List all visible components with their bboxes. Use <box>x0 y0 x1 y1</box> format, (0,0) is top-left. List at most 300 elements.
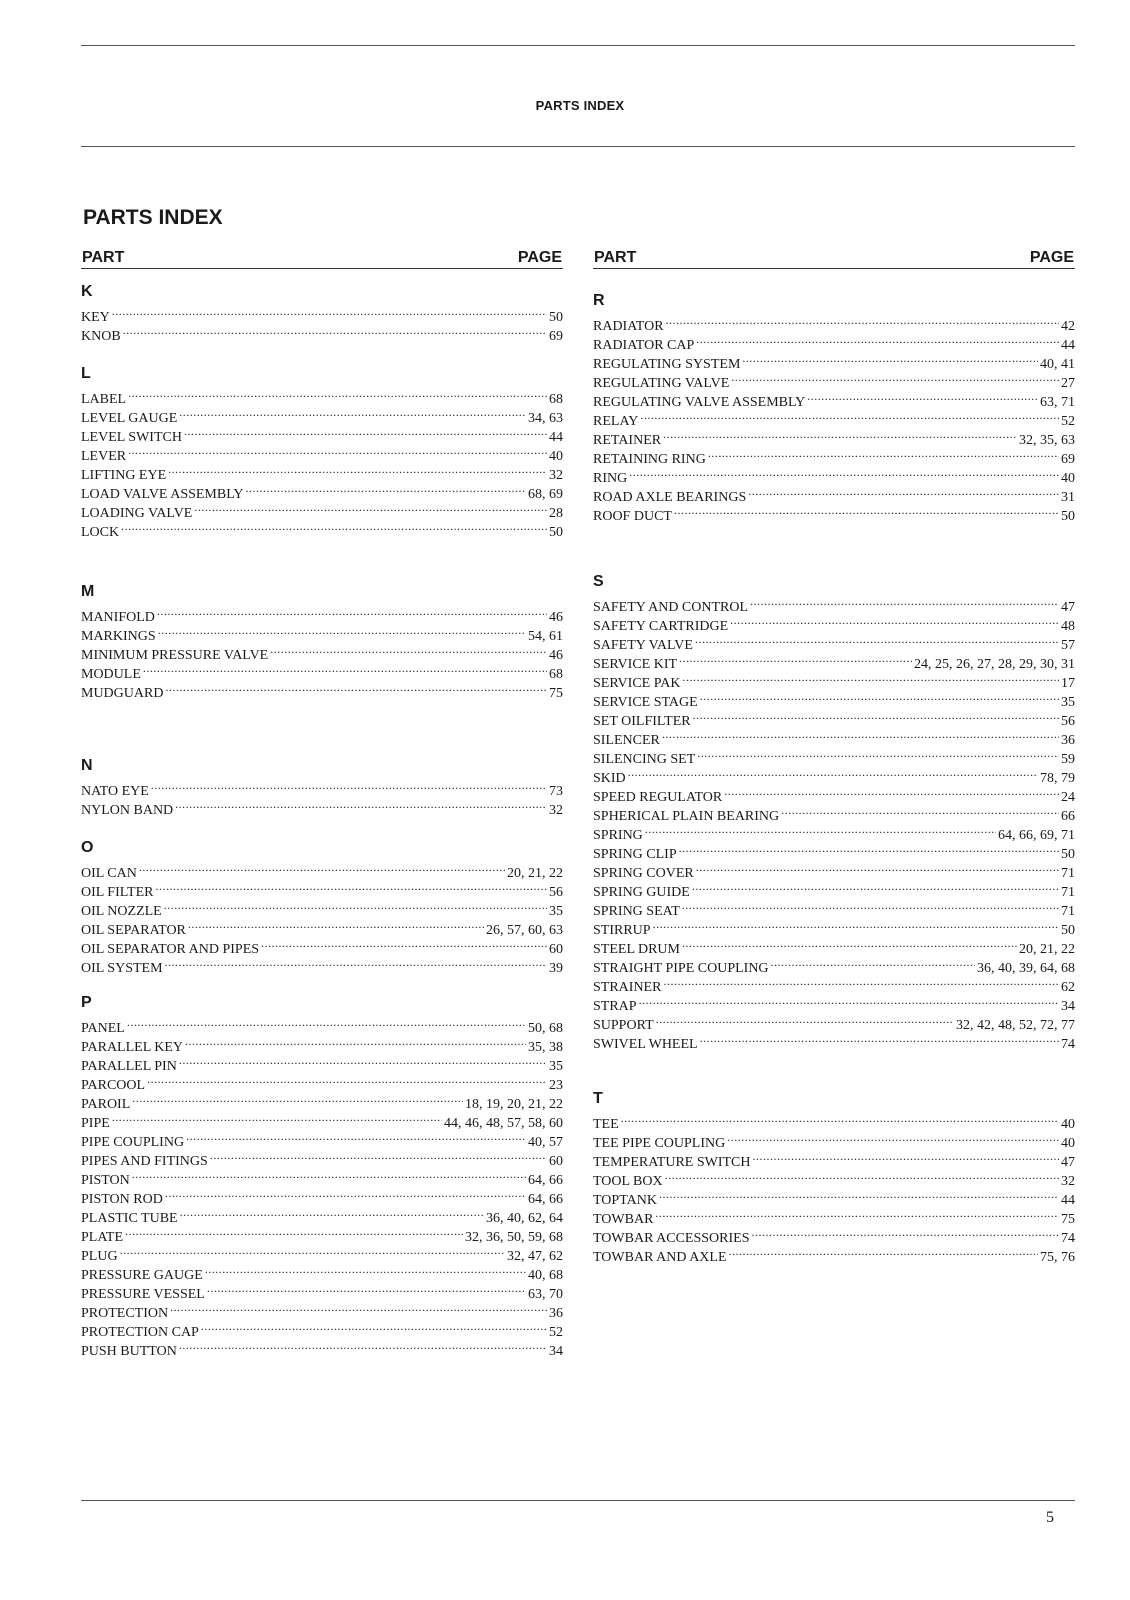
part-column-label: PART <box>594 249 637 266</box>
page-references: 32 <box>549 468 563 483</box>
part-name: SERVICE STAGE <box>593 695 698 710</box>
index-entry <box>81 877 563 900</box>
dot-leader <box>753 1147 1060 1166</box>
page-references: 47 <box>1061 1155 1075 1170</box>
section-letter: L <box>81 365 91 382</box>
dot-leader <box>708 444 1059 463</box>
index-entry <box>81 384 563 407</box>
part-name: NYLON BAND <box>81 803 174 818</box>
footer-rule <box>81 1500 1075 1501</box>
part-name: LEVEL GAUGE <box>81 411 178 426</box>
page-references: 71 <box>1061 885 1075 900</box>
page-references: 69 <box>549 329 563 344</box>
part-name: SPHERICAL PLAIN BEARING <box>593 809 780 824</box>
page-column-label: PAGE <box>517 249 562 266</box>
dot-leader <box>175 795 547 814</box>
index-column-right <box>593 247 1075 1265</box>
page-references: 78, 79 <box>1040 771 1075 786</box>
part-name: PARALLEL PIN <box>81 1059 177 1074</box>
dot-leader <box>184 422 547 441</box>
dot-leader <box>771 953 975 972</box>
page-references: 40, 68 <box>528 1268 563 1283</box>
dot-leader <box>696 858 1059 877</box>
part-name: PROTECTION CAP <box>81 1325 199 1340</box>
part-name: LABEL <box>81 392 127 407</box>
header-top-rule <box>81 45 1075 46</box>
index-entry <box>593 1029 1075 1052</box>
page-references: 32, 36, 50, 59, 68 <box>465 1230 563 1245</box>
index-column-left <box>81 247 563 1359</box>
dot-leader <box>165 1184 526 1203</box>
page-references: 57 <box>1061 638 1075 653</box>
part-name: PAROIL <box>81 1097 131 1112</box>
index-section-l <box>81 364 563 540</box>
page-references: 50 <box>1061 923 1075 938</box>
page-references: 74 <box>1061 1037 1075 1052</box>
page-references: 40 <box>549 449 563 464</box>
part-name: PLATE <box>81 1230 123 1245</box>
index-entry <box>593 592 1075 615</box>
page-references: 75 <box>1061 1212 1075 1227</box>
dot-leader <box>127 1013 526 1032</box>
index-entry <box>81 678 563 701</box>
page-references: 50 <box>549 525 563 540</box>
page-references: 36, 40, 62, 64 <box>486 1211 563 1226</box>
page-references: 36 <box>1061 733 1075 748</box>
dot-leader <box>143 659 547 678</box>
part-name: PLASTIC TUBE <box>81 1211 178 1226</box>
part-name: TOOL BOX <box>593 1174 663 1189</box>
page-references: 69 <box>1061 452 1075 467</box>
page-references: 18, 19, 20, 21, 22 <box>465 1097 563 1112</box>
page-references: 36, 40, 39, 64, 68 <box>977 961 1075 976</box>
index-entry <box>81 659 563 682</box>
part-name: TOPTANK <box>593 1193 657 1208</box>
index-section-n <box>81 756 563 818</box>
part-name: REGULATING VALVE <box>593 376 730 391</box>
part-name: MODULE <box>81 667 141 682</box>
dot-leader <box>164 896 547 915</box>
page-references: 35, 38 <box>528 1040 563 1055</box>
page-references: 63, 70 <box>528 1287 563 1302</box>
part-name: ROAD AXLE BEARINGS <box>593 490 747 505</box>
dot-leader <box>245 479 526 498</box>
index-section-o <box>81 838 563 976</box>
dot-leader <box>700 1029 1059 1048</box>
index-entry <box>593 406 1075 429</box>
part-name: SET OILFILTER <box>593 714 691 729</box>
page-references: 64, 66 <box>528 1173 563 1188</box>
page-references: 32, 35, 63 <box>1019 433 1075 448</box>
index-entry <box>593 1128 1075 1151</box>
page-references: 32 <box>1061 1174 1075 1189</box>
part-name: PARALLEL KEY <box>81 1040 184 1055</box>
dot-leader <box>665 1166 1059 1185</box>
page-references: 34 <box>1061 999 1075 1014</box>
part-name: TEE PIPE COUPLING <box>593 1136 726 1151</box>
column-header <box>81 247 563 269</box>
page-references: 46 <box>549 610 563 625</box>
page-references: 48 <box>1061 619 1075 634</box>
dot-leader <box>112 302 547 321</box>
page-references: 50 <box>549 310 563 325</box>
dot-leader <box>205 1260 526 1279</box>
part-name: TOWBAR AND AXLE <box>593 1250 727 1265</box>
index-section-r <box>593 291 1075 524</box>
dot-leader <box>201 1317 547 1336</box>
page-references: 64, 66 <box>528 1192 563 1207</box>
section-letter: T <box>593 1090 603 1107</box>
index-section-s <box>593 572 1075 1052</box>
index-entry <box>81 1184 563 1207</box>
dot-leader <box>629 463 1059 482</box>
page-number: 5 <box>1046 1509 1054 1526</box>
page-references: 50 <box>1061 847 1075 862</box>
part-name: RETAINER <box>593 433 662 448</box>
dot-leader <box>674 501 1059 520</box>
page-references: 75, 76 <box>1040 1250 1075 1265</box>
part-name: MUDGUARD <box>81 686 164 701</box>
part-name: PRESSURE GAUGE <box>81 1268 203 1283</box>
index-entry <box>81 302 563 325</box>
index-entry <box>81 858 563 881</box>
index-entry <box>81 1070 563 1093</box>
page-title: PARTS INDEX <box>83 206 223 229</box>
page-references: 75 <box>549 686 563 701</box>
dot-leader <box>128 441 547 460</box>
index-entry <box>81 776 563 799</box>
part-name: STRAINER <box>593 980 662 995</box>
page-references: 74 <box>1061 1231 1075 1246</box>
page-references: 32, 47, 62 <box>507 1249 563 1264</box>
part-name: ROOF DUCT <box>593 509 672 524</box>
dot-leader <box>261 934 547 953</box>
part-name: OIL SEPARATOR <box>81 923 186 938</box>
part-name: MARKINGS <box>81 629 156 644</box>
section-letter: M <box>81 583 95 600</box>
page-references: 66 <box>1061 809 1075 824</box>
dot-leader <box>207 1279 526 1298</box>
page-references: 68 <box>549 667 563 682</box>
part-name: STIRRUP <box>593 923 651 938</box>
part-name: SPRING CLIP <box>593 847 677 862</box>
part-name: LEVEL SWITCH <box>81 430 182 445</box>
part-name: REGULATING SYSTEM <box>593 357 741 372</box>
page-references: 36 <box>549 1306 563 1321</box>
index-entry <box>81 1165 563 1188</box>
dot-leader <box>656 1010 954 1029</box>
page-references: 40, 41 <box>1040 357 1075 372</box>
dot-leader <box>165 953 547 972</box>
index-entry <box>593 425 1075 448</box>
part-name: SAFETY VALVE <box>593 638 693 653</box>
dot-leader <box>188 915 484 934</box>
part-name: KEY <box>81 310 110 325</box>
part-name: PLUG <box>81 1249 118 1264</box>
dot-leader <box>128 384 547 403</box>
part-name: SPEED REGULATOR <box>593 790 723 805</box>
page-references: 71 <box>1061 904 1075 919</box>
dot-leader <box>729 1242 1038 1261</box>
dot-leader <box>727 1128 1059 1147</box>
index-entry <box>593 744 1075 767</box>
index-entry <box>593 311 1075 334</box>
part-name: MANIFOLD <box>81 610 155 625</box>
dot-leader <box>752 1223 1060 1242</box>
page-references: 42 <box>1061 319 1075 334</box>
dot-leader <box>123 321 547 340</box>
page-references: 34 <box>549 1344 563 1359</box>
header-bottom-rule <box>81 146 1075 147</box>
part-name: REGULATING VALVE ASSEMBLY <box>593 395 806 410</box>
page-references: 56 <box>1061 714 1075 729</box>
part-name: SUPPORT <box>593 1018 654 1033</box>
part-name: RING <box>593 471 628 486</box>
page-references: 50, 68 <box>528 1021 563 1036</box>
part-name: SWIVEL WHEEL <box>593 1037 698 1052</box>
page-references: 40 <box>1061 1117 1075 1132</box>
page-references: 26, 57, 60, 63 <box>486 923 563 938</box>
dot-leader <box>730 611 1059 630</box>
section-letter: O <box>81 839 94 856</box>
dot-leader <box>662 725 1059 744</box>
page-references: 71 <box>1061 866 1075 881</box>
dot-leader <box>692 877 1059 896</box>
page-references: 44 <box>1061 338 1075 353</box>
part-name: PANEL <box>81 1021 125 1036</box>
part-name: LOADING VALVE <box>81 506 193 521</box>
dot-leader <box>659 1185 1059 1204</box>
part-name: PROTECTION <box>81 1306 169 1321</box>
dot-leader <box>270 640 547 659</box>
page-references: 54, 61 <box>528 629 563 644</box>
page-references: 68, 69 <box>528 487 563 502</box>
part-name: STRAP <box>593 999 637 1014</box>
page-references: 63, 71 <box>1040 395 1075 410</box>
part-name: OIL SEPARATOR AND PIPES <box>81 942 260 957</box>
dot-leader <box>682 668 1059 687</box>
part-name: OIL NOZZLE <box>81 904 162 919</box>
part-name: SPRING GUIDE <box>593 885 690 900</box>
dot-leader <box>640 406 1059 425</box>
part-name: SPRING <box>593 828 643 843</box>
page-references: 24 <box>1061 790 1075 805</box>
page-references: 62 <box>1061 980 1075 995</box>
dot-leader <box>121 517 547 536</box>
index-entry <box>81 602 563 625</box>
part-name: TEE <box>593 1117 619 1132</box>
page-references: 32 <box>549 803 563 818</box>
page-references: 24, 25, 26, 27, 28, 29, 30, 31 <box>914 657 1075 672</box>
index-entry <box>81 1127 563 1150</box>
part-name: OIL FILTER <box>81 885 154 900</box>
page-references: 32, 42, 48, 52, 72, 77 <box>956 1018 1075 1033</box>
part-name: SILENCING SET <box>593 752 696 767</box>
dot-leader <box>750 592 1059 611</box>
page-references: 27 <box>1061 376 1075 391</box>
index-entry <box>81 1089 563 1112</box>
index-entry <box>593 839 1075 862</box>
dot-leader <box>179 1336 547 1355</box>
dot-leader <box>179 403 526 422</box>
part-name: PIPE <box>81 1116 110 1131</box>
section-letter: N <box>81 757 93 774</box>
dot-leader <box>125 1222 463 1241</box>
dot-leader <box>639 991 1059 1010</box>
dot-leader <box>666 311 1059 330</box>
index-section-m <box>81 582 563 701</box>
page-references: 68 <box>549 392 563 407</box>
page-references: 44 <box>1061 1193 1075 1208</box>
index-entry <box>81 441 563 464</box>
dot-leader <box>155 877 547 896</box>
dot-leader <box>781 801 1059 820</box>
index-entry <box>81 795 563 818</box>
dot-leader <box>180 1203 484 1222</box>
part-name: LOAD VALVE ASSEMBLY <box>81 487 244 502</box>
index-entry <box>593 1185 1075 1208</box>
dot-leader <box>132 1165 526 1184</box>
section-letter: S <box>593 573 604 590</box>
index-entry <box>593 330 1075 353</box>
part-name: PISTON ROD <box>81 1192 163 1207</box>
part-name: TOWBAR <box>593 1212 654 1227</box>
dot-leader <box>151 776 547 795</box>
part-name: SILENCER <box>593 733 660 748</box>
page-references: 35 <box>549 1059 563 1074</box>
column-header <box>593 247 1075 269</box>
dot-leader <box>621 1109 1059 1128</box>
part-name: RELAY <box>593 414 639 429</box>
part-name: TOWBAR ACCESSORIES <box>593 1231 750 1246</box>
index-section-k <box>81 282 563 344</box>
part-name: SERVICE KIT <box>593 657 678 672</box>
page-references: 44 <box>549 430 563 445</box>
dot-leader <box>139 858 505 877</box>
dot-leader <box>731 368 1059 387</box>
dot-leader <box>682 896 1059 915</box>
page-references: 20, 21, 22 <box>1019 942 1075 957</box>
page-references: 64, 66, 69, 71 <box>998 828 1075 843</box>
part-name: SERVICE PAK <box>593 676 681 691</box>
dot-leader <box>112 1108 442 1127</box>
part-name: LIFTING EYE <box>81 468 167 483</box>
index-entry <box>81 1032 563 1055</box>
dot-leader <box>210 1146 547 1165</box>
part-name: RETAINING RING <box>593 452 706 467</box>
part-name: MINIMUM PRESSURE VALVE <box>81 648 269 663</box>
index-entry <box>81 1260 563 1283</box>
index-entry <box>593 820 1075 843</box>
index-entry <box>81 321 563 344</box>
page-references: 50 <box>1061 509 1075 524</box>
dot-leader <box>132 1089 463 1108</box>
part-name: PRESSURE VESSEL <box>81 1287 205 1302</box>
index-entry <box>81 1013 563 1036</box>
page-references: 40 <box>1061 1136 1075 1151</box>
page-references: 59 <box>1061 752 1075 767</box>
part-name: NATO EYE <box>81 784 149 799</box>
page-references: 60 <box>549 942 563 957</box>
part-name: SAFETY CARTRIDGE <box>593 619 729 634</box>
part-name: STEEL DRUM <box>593 942 680 957</box>
dot-leader <box>742 349 1038 368</box>
part-name: OIL SYSTEM <box>81 961 163 976</box>
page-references: 39 <box>549 961 563 976</box>
dot-leader <box>679 839 1059 858</box>
page-references: 46 <box>549 648 563 663</box>
part-name: SAFETY AND CONTROL <box>593 600 749 615</box>
page-references: 60 <box>549 1154 563 1169</box>
part-name: LEVER <box>81 449 127 464</box>
index-entry <box>593 1223 1075 1246</box>
index-entry <box>593 782 1075 805</box>
dot-leader <box>185 1032 526 1051</box>
page-references: 34, 63 <box>528 411 563 426</box>
part-name: SKID <box>593 771 626 786</box>
dot-leader <box>748 482 1059 501</box>
part-name: TEMPERATURE SWITCH <box>593 1155 751 1170</box>
index-section-p <box>81 993 563 1359</box>
index-entry <box>81 403 563 426</box>
running-header: PARTS INDEX <box>535 98 625 113</box>
page-references: 73 <box>549 784 563 799</box>
section-letter: K <box>81 283 93 300</box>
page-references: 28 <box>549 506 563 521</box>
dot-leader <box>655 1204 1059 1223</box>
index-entry <box>593 482 1075 505</box>
dot-leader <box>653 915 1059 934</box>
part-name: PARCOOL <box>81 1078 146 1093</box>
index-entry <box>593 763 1075 786</box>
index-section-t <box>593 1089 1075 1265</box>
index-entry <box>81 460 563 483</box>
dot-leader <box>696 330 1059 349</box>
dot-leader <box>695 630 1059 649</box>
page-references: 40 <box>1061 471 1075 486</box>
dot-leader <box>158 621 526 640</box>
part-name: RADIATOR <box>593 319 664 334</box>
index-entry <box>81 517 563 540</box>
part-name: OIL CAN <box>81 866 137 881</box>
dot-leader <box>165 678 547 697</box>
index-entry <box>593 1010 1075 1033</box>
dot-leader <box>170 1298 547 1317</box>
index-entry <box>593 972 1075 995</box>
page-references: 44, 46, 48, 57, 58, 60 <box>444 1116 563 1131</box>
page-references: 17 <box>1061 676 1075 691</box>
dot-leader <box>147 1070 547 1089</box>
section-letter: R <box>593 292 605 309</box>
page-references: 40, 57 <box>528 1135 563 1150</box>
dot-leader <box>628 763 1038 782</box>
part-column-label: PART <box>82 249 125 266</box>
part-name: RADIATOR CAP <box>593 338 695 353</box>
page-references: 35 <box>1061 695 1075 710</box>
dot-leader <box>693 706 1059 725</box>
page-references: 56 <box>549 885 563 900</box>
index-entry <box>81 1241 563 1264</box>
index-entry <box>593 463 1075 486</box>
part-name: SPRING COVER <box>593 866 694 881</box>
dot-leader <box>194 498 547 517</box>
dot-leader <box>663 425 1017 444</box>
part-name: PISTON <box>81 1173 130 1188</box>
part-name: LOCK <box>81 525 120 540</box>
page-references: 52 <box>549 1325 563 1340</box>
page-references: 23 <box>549 1078 563 1093</box>
part-name: KNOB <box>81 329 121 344</box>
